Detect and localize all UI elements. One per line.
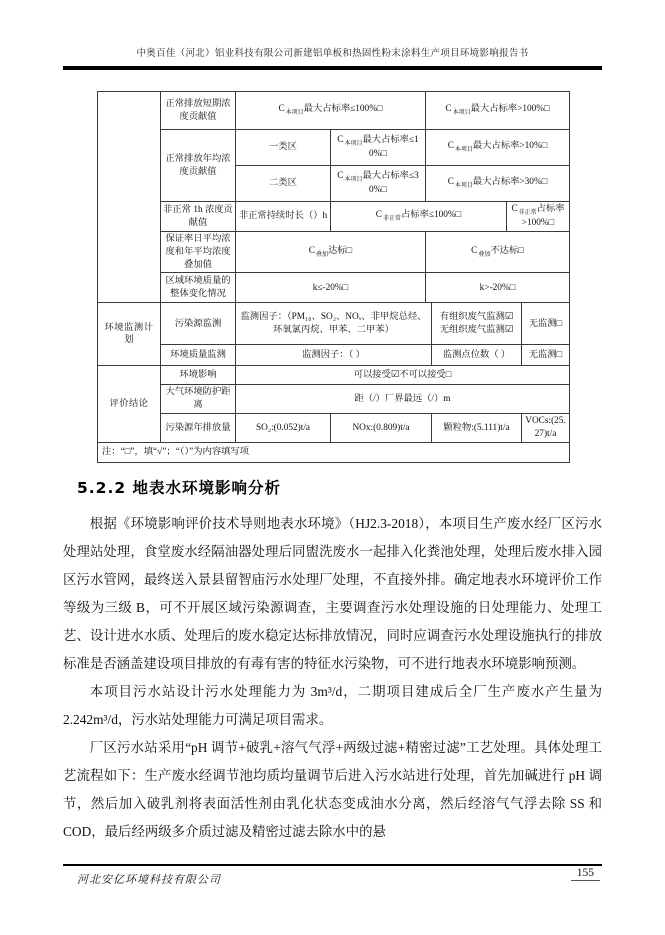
cell-text: 最大占标率≤100%□ <box>303 104 383 115</box>
cell-text-unorganized: 无组织废气监测☑ <box>439 324 514 335</box>
cell-text: C <box>447 177 454 188</box>
row-label-env-impact: 环境影响 <box>161 366 236 385</box>
table-cell-distance: 距（/）厂界最远（/）m <box>236 385 570 414</box>
row-label-normal-short-term: 正常排放短期浓度贡献值 <box>161 92 236 130</box>
cell-text: C <box>278 104 285 115</box>
table-cell <box>236 232 426 273</box>
cell-subscript: 本项目 <box>452 110 471 117</box>
table-row <box>98 345 570 366</box>
table-cell <box>331 202 507 232</box>
group-label-monitoring-plan: 环境监测计划 <box>98 303 161 366</box>
paragraph: 根据《环境影响评价技术导则地表水环境》（HJ2.3-2018），本项目生产废水经厂区污水处理站处理，食堂废水经隔油器处理后同盥洗废水一起排入化粪池处理，处理后废水排入园区污水管网，最终送入景县留智庙污水处理厂处理，不直接外排。确定地表水环境评价工作等级为三级 B，可不开展区域污染源调查，主要调查污水处理设施的日处理能力、处理工艺、设计进水水质、处理后的废水稳定达标排放情况，同时应调查污水处理设施执行的排放标准是否涵盖建设项目排放的有毒有害的特征水污染物，可不进行地表水环境影响预测。 <box>63 515 602 671</box>
page-footer <box>63 864 602 886</box>
cell-text: 最大占标率>30%□ <box>472 177 548 188</box>
table-row <box>98 414 570 443</box>
table-cell-acceptable: 可以接受☑不可以接受□ <box>236 366 570 385</box>
row-label-env-quality-monitoring: 环境质量监测 <box>161 345 236 366</box>
table-cell <box>426 92 570 130</box>
cell-text: C <box>511 204 518 215</box>
cell-subscript: 叠加 <box>315 252 328 259</box>
table-cell <box>426 166 570 202</box>
row-label-guarantee-rate: 保证率日平均浓度和年平均浓度叠加值 <box>161 232 236 273</box>
table-cell <box>331 130 426 166</box>
table-cell <box>426 232 570 273</box>
table-row <box>98 442 570 462</box>
table-row <box>98 92 570 130</box>
table-cell-waste-gas <box>432 303 522 345</box>
cell-text: C <box>471 246 478 257</box>
row-label-source-monitoring: 污染源监测 <box>161 303 236 345</box>
report-header-title: 中奥百佳（河北）铝业科技有限公司新建铝单板和热固性粉末涂料生产项目环境影响报告书 <box>136 49 529 59</box>
table-cell-factors: 监测因子：（ ） <box>236 345 432 366</box>
cell-text: C <box>445 104 452 115</box>
table-cell-zone2: 二类区 <box>236 166 331 202</box>
row-label-annual-emission: 污染源年排放量 <box>161 414 236 443</box>
cell-subscript: 叠加 <box>478 252 491 259</box>
cell-subscript: 本项目 <box>454 183 473 190</box>
footer-company: 河北安亿环境科技有限公司 <box>77 874 221 886</box>
table-cell-so2: SO₂:(0.052)t/a <box>236 414 331 443</box>
cell-text: C <box>375 210 382 221</box>
table-cell-no-monitoring: 无监测□ <box>522 345 570 366</box>
table-cell: k≤-20%□ <box>236 273 426 303</box>
cell-text: 最大占标率≤30%□ <box>362 171 419 196</box>
cell-text: 最大占标率>10%□ <box>472 141 548 152</box>
footer-page-number: 155 <box>571 867 600 881</box>
cell-text: C <box>308 246 315 257</box>
table-row <box>98 273 570 303</box>
row-label-protection-distance: 大气环境防护距离 <box>161 385 236 414</box>
table-cell <box>236 92 426 130</box>
row-label-abnormal-1h: 非正常 1h 浓度贡献值 <box>161 202 236 232</box>
table-cell-zone1: 一类区 <box>236 130 331 166</box>
cell-text: C <box>337 135 344 146</box>
table-cell-no-monitoring: 无监测□ <box>522 303 570 345</box>
table-row <box>98 130 570 166</box>
table-row <box>98 232 570 273</box>
table-cell-vocs: VOCs:(25.27)t/a <box>522 414 570 443</box>
table-cell <box>507 202 570 232</box>
cell-text: C <box>337 171 344 182</box>
cell-subscript: 非正常 <box>518 209 537 216</box>
header-rule <box>63 66 602 70</box>
group-label-conclusion: 评价结论 <box>98 366 161 442</box>
cell-subscript: 本项目 <box>454 147 473 154</box>
table-row <box>98 202 570 232</box>
table-row <box>98 303 570 345</box>
body-text <box>63 510 602 846</box>
table-cell <box>426 130 570 166</box>
table-cell-nox: NOx:(0.809)t/a <box>331 414 432 443</box>
table-cell <box>331 166 426 202</box>
air-impact-table <box>97 91 570 463</box>
table-cell: k>-20%□ <box>426 273 570 303</box>
paragraph: 本项目污水站设计污水处理能力为 3m³/d，二期项目建成后全厂生产废水产生量为 2.242m³/d，污水站处理能力可满足项目需求。 <box>63 683 602 727</box>
section-heading: 5.2.2 地表水环境影响分析 <box>77 478 282 497</box>
cell-text: 最大占标率≤10%□ <box>362 135 419 160</box>
cell-subscript: 本项目 <box>344 176 363 183</box>
table-note: 注：“□”，填“√”；“（）”为内容填写项 <box>98 442 570 462</box>
table-cell-duration: 非正常持续时长（）h <box>236 202 331 232</box>
cell-subscript: 本项目 <box>285 110 304 117</box>
row-label-normal-annual: 正常排放年均浓度贡献值 <box>161 130 236 202</box>
cell-text: 最大占标率>100%□ <box>470 104 550 115</box>
cell-subscript: 非正常 <box>382 216 401 223</box>
table-cell-factors: 监测因子：（PM₁₀、SO₂、NOₓ、非甲烷总烃、环氧氯丙烷、甲苯、二甲苯） <box>236 303 432 345</box>
cell-subscript: 本项目 <box>344 140 363 147</box>
table-row <box>98 385 570 414</box>
cell-text: C <box>447 141 454 152</box>
cell-text: 占标率≤100%□ <box>400 210 462 221</box>
table-row <box>98 366 570 385</box>
paragraph: 厂区污水站采用“pH 调节+破乳+溶气气浮+两级过滤+精密过滤”工艺处理。具体处理工艺流程如下：生产废水经调节池均质均量调节后进入污水站进行处理，首先加碱进行 pH 调节，然后加入破乳剂将表面活性剂由乳化状态变成油水分离，然后经溶气气浮去除 SS 和 COD，最后经两级多介质过滤及精密过滤去除水中的悬 <box>63 739 602 839</box>
cell-text: 不达标□ <box>490 246 524 257</box>
cell-text: 占标率>100%□ <box>521 204 565 229</box>
table-cell-pm: 颗粒物:(5.111)t/a <box>432 414 522 443</box>
row-label-regional-quality: 区域环境质量的整体变化情况 <box>161 273 236 303</box>
table-cell-group-empty <box>98 92 161 303</box>
report-header <box>63 45 602 70</box>
cell-text: 达标□ <box>328 246 353 257</box>
table-cell-points: 监测点位数（ ） <box>432 345 522 366</box>
cell-text-organized: 有组织废气监测☑ <box>439 312 514 323</box>
